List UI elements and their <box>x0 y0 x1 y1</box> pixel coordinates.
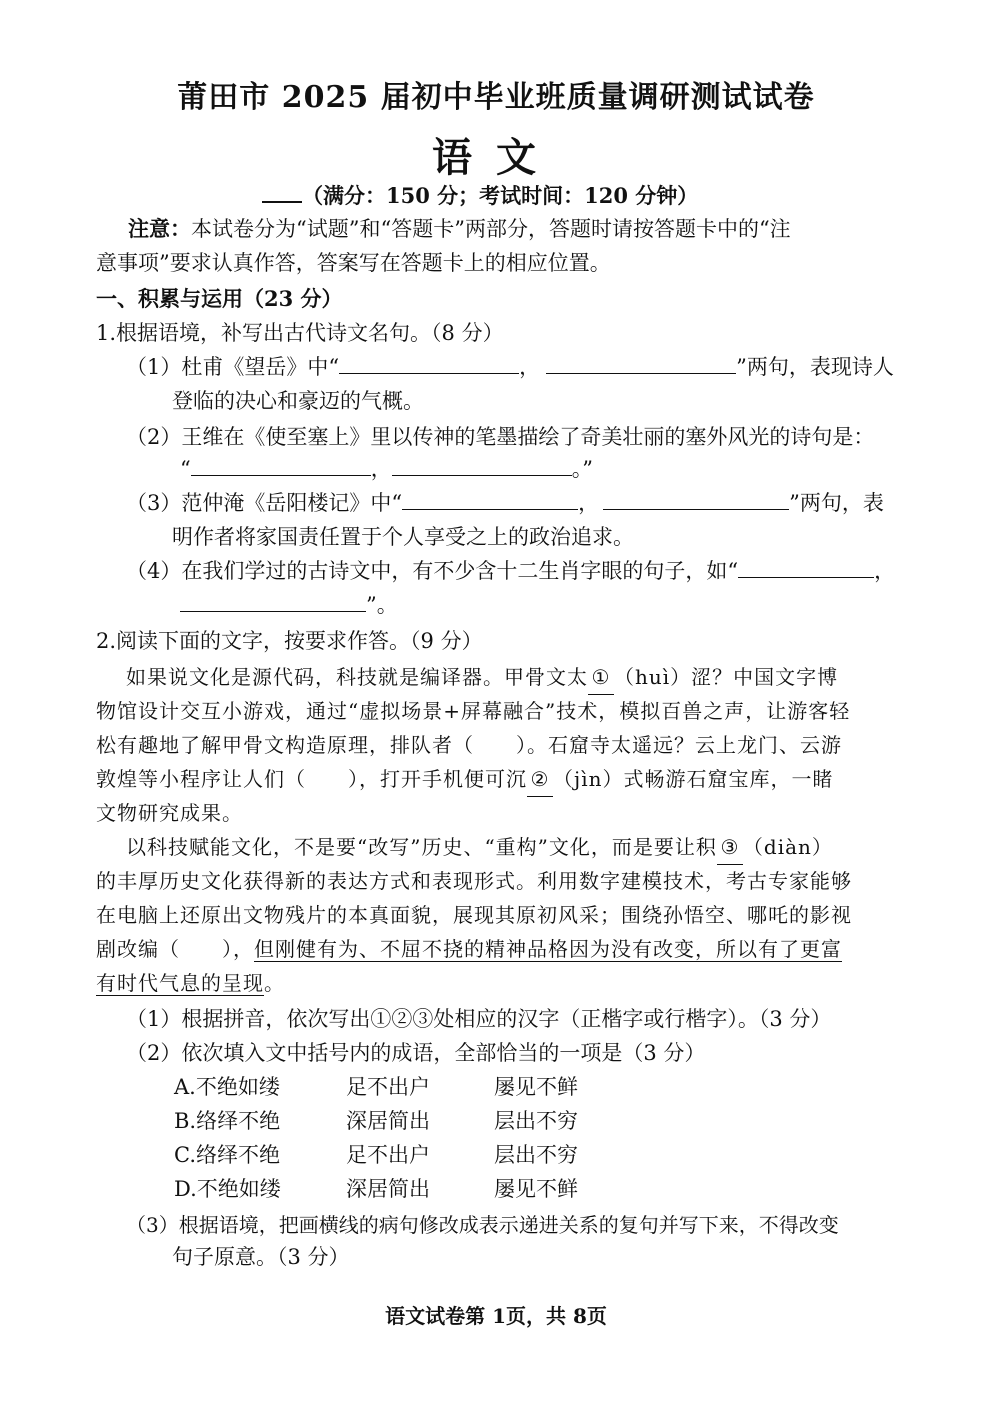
passage-text: 以科技赋能文化，不是要“改写”历史、“重构”文化，而是要让积 <box>126 835 717 859</box>
option-label: A.不绝如缕 <box>174 1075 280 1099</box>
answer-blank[interactable] <box>339 353 519 374</box>
q1-1-text-b: ， <box>519 355 541 379</box>
q1-3-text-b: ， <box>578 491 600 515</box>
q1-4-text-c: ”。 <box>366 593 398 617</box>
q1-item-1 <box>126 350 894 384</box>
blank-marker-2: ② <box>527 762 553 797</box>
passage-line: 的丰厚历史文化获得新的表达方式和表现形式。利用数字建模技术，考古专家能够 <box>96 869 852 893</box>
option-idiom: 层出不穷 <box>494 1143 578 1167</box>
passage-text: （huì）涩？中国文字博 <box>614 665 839 689</box>
option-a[interactable] <box>174 1070 578 1104</box>
answer-blank[interactable] <box>392 455 572 476</box>
exam-title: 莆田市 2025 届初中毕业班质量调研测试试卷 <box>177 80 815 115</box>
q1-2-text-c: ， <box>370 457 392 481</box>
q1-item-2-cont <box>180 452 593 486</box>
option-b[interactable] <box>174 1104 578 1138</box>
notice-label: 注意： <box>128 216 191 241</box>
underlined-sentence: 但刚健有为、不屈不挠的精神品格因为没有改变，所以有了更富 <box>254 937 842 961</box>
score-underline <box>262 183 302 203</box>
q1-2-text-d: 。” <box>571 457 593 481</box>
option-d[interactable] <box>174 1172 578 1206</box>
q1-item-4-cont <box>180 588 398 622</box>
q1-item-3 <box>126 486 884 520</box>
passage-line <box>96 762 833 797</box>
passage-line: 物馆设计交互小游戏，通过“虚拟场景+屏幕融合”技术，模拟百兽之声，让游客轻 <box>96 699 851 723</box>
passage-line: 在电脑上还原出文物残片的本真面貌，展现其原初风采；围绕孙悟空、哪吒的影视 <box>96 903 852 927</box>
option-label: B.络绎不绝 <box>174 1109 281 1133</box>
option-label: D.不绝如缕 <box>174 1177 281 1201</box>
passage-text: 敦煌等小程序让人们（ ），打开手机便可沉 <box>96 767 527 791</box>
q1-item-4 <box>126 554 895 588</box>
q1-item-3-cont: 明作者将家国责任置于个人享受之上的政治追求。 <box>172 525 634 549</box>
subject-title: 语文 <box>432 134 560 181</box>
passage-text: 剧改编（ ）， <box>96 937 254 961</box>
blank-marker-1: ① <box>588 660 614 695</box>
blank-marker-3: ③ <box>717 830 743 865</box>
answer-blank[interactable] <box>402 489 578 510</box>
answer-blank[interactable] <box>738 557 874 578</box>
q1-item-2: （2）王维在《使至塞上》里以传神的笔墨描绘了奇美壮丽的塞外风光的诗句是： <box>126 425 875 449</box>
passage-text: 如果说文化是源代码，科技就是编译器。甲骨文太 <box>126 665 588 689</box>
option-idiom: 屡见不鲜 <box>494 1075 578 1099</box>
q2-sub-1: （1）根据拼音，依次写出①②③处相应的汉字（正楷字或行楷字）。（3 分） <box>126 1007 832 1031</box>
underlined-sentence: 有时代气息的呈现 <box>96 971 264 995</box>
q2-sub-3: （3）根据语境，把画横线的病句修改成表示递进关系的复句并写下来，不得改变 <box>126 1213 839 1237</box>
passage-text: （jìn）式畅游石窟宝库，一睹 <box>553 767 834 791</box>
section-title: 一、积累与运用（23 分） <box>96 286 343 311</box>
q2-stem: 2.阅读下面的文字，按要求作答。（9 分） <box>96 629 483 653</box>
passage-line <box>126 830 833 865</box>
q1-1-text-a: （1）杜甫《望岳》中“ <box>126 355 340 379</box>
answer-blank[interactable] <box>603 489 789 510</box>
q1-3-text-a: （3）范仲淹《岳阳楼记》中“ <box>126 491 403 515</box>
option-idiom: 足不出户 <box>346 1143 430 1167</box>
passage-line: 松有趣地了解甲骨文构造原理，排队者（ ）。石窟寺太遥远？云上龙门、云游 <box>96 733 842 757</box>
q1-4-text-a: （4）在我们学过的古诗文中，有不少含十二生肖字眼的句子，如“ <box>126 559 739 583</box>
q1-4-text-b: ， <box>874 559 896 583</box>
option-idiom: 深居简出 <box>346 1109 430 1133</box>
option-idiom: 层出不穷 <box>494 1109 578 1133</box>
option-idiom: 足不出户 <box>346 1075 430 1099</box>
q2-sub-3-cont: 句子原意。（3 分） <box>172 1245 350 1269</box>
passage-line <box>126 660 838 695</box>
score-text: （满分：150 分；考试时间：120 分钟） <box>302 183 699 208</box>
option-idiom: 深居简出 <box>346 1177 430 1201</box>
passage-text: （diàn） <box>742 835 833 859</box>
q1-3-text-c: ”两句，表 <box>789 491 884 515</box>
passage-line: 文物研究成果。 <box>96 801 243 825</box>
notice-line-2: 意事项”要求认真作答，答案写在答题卡上的相应位置。 <box>96 251 611 275</box>
passage-line <box>96 932 842 966</box>
passage-text: 。 <box>264 971 285 995</box>
notice-line-1 <box>128 212 791 246</box>
answer-blank[interactable] <box>546 353 736 374</box>
option-idiom: 屡见不鲜 <box>494 1177 578 1201</box>
page-footer: 语文试卷第 1页，共 8页 <box>385 1304 607 1328</box>
q1-stem: 1.根据语境，补写出古代诗文名句。（8 分） <box>96 321 504 345</box>
answer-blank[interactable] <box>191 455 371 476</box>
option-c[interactable] <box>174 1138 578 1172</box>
answer-blank[interactable] <box>180 591 366 612</box>
q2-sub-2: （2）依次填入文中括号内的成语，全部恰当的一项是（3 分） <box>126 1041 706 1065</box>
score-info <box>262 180 698 210</box>
q1-item-1-cont: 登临的决心和豪迈的气概。 <box>172 389 424 413</box>
notice-text-1: 本试卷分为“试题”和“答题卡”两部分，答题时请按答题卡中的“注 <box>191 217 791 241</box>
q1-1-text-c: ”两句，表现诗人 <box>736 355 894 379</box>
option-label: C.络绎不绝 <box>174 1143 280 1167</box>
q1-2-text-b: “ <box>180 457 191 481</box>
passage-line <box>96 966 285 1000</box>
